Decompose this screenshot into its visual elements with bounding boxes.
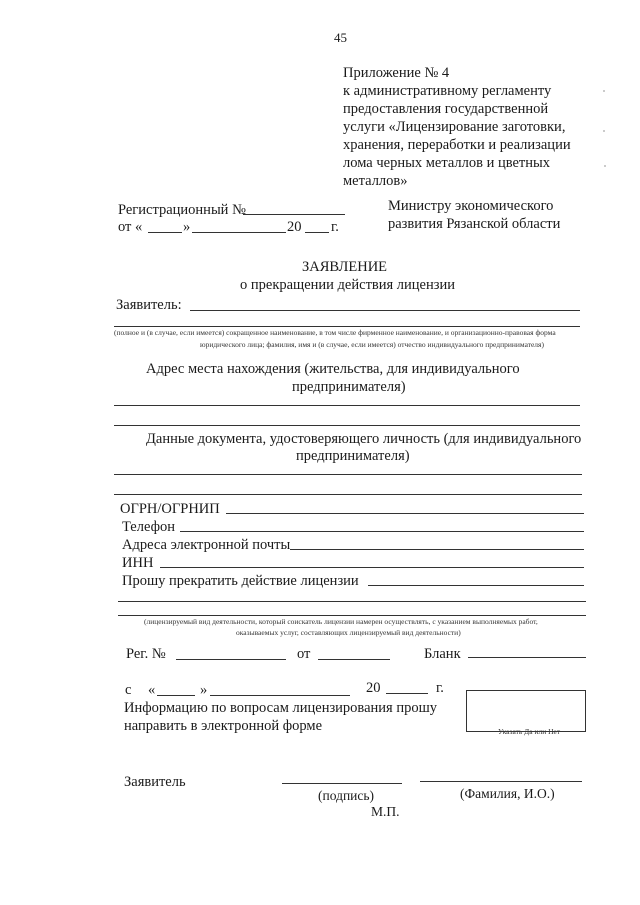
recipient-line-2: развития Рязанской области [388,216,561,232]
electronic-form-answer-box[interactable] [466,690,586,732]
identity-label-1: Данные документа, удостоверяющего личность (для индивидуального [146,431,582,447]
identity-field-1[interactable] [114,474,582,475]
annex-line: металлов» [343,173,408,189]
applicant-label: Заявитель: [116,297,182,313]
full-name-field[interactable] [420,781,582,782]
since-c-label: с [125,682,132,698]
registration-year-prefix: 20 [287,219,302,235]
email-field[interactable] [290,549,584,550]
phone-label: Телефон [122,519,175,535]
activity-note-1: (лицензируемый вид деятельности, который соискатель лицензии намерен осуществлять, с указанием выполняемых работ, [144,617,538,626]
license-from-label: от [297,646,311,662]
ogrn-field[interactable] [226,513,584,514]
registration-date-label: от « [118,219,143,235]
address-label-1: Адрес места нахождения (жительства, для индивидуального [146,361,520,377]
annex-line: к административному регламенту [343,83,552,99]
applicant-field-continued[interactable] [114,326,580,327]
terminate-field[interactable] [368,585,584,586]
license-blank-label: Бланк [424,646,461,662]
registration-quote-close: » [183,219,191,235]
identity-field-2[interactable] [114,494,582,495]
annex-line: услуги «Лицензирование заготовки, [343,119,566,135]
license-reg-label: Рег. № [126,646,166,662]
signature-applicant-label: Заявитель [124,774,186,790]
phone-field[interactable] [180,531,584,532]
terminate-field-3[interactable] [118,615,586,616]
answer-box-caption: Указать Да или Нет [498,727,561,736]
document-title: ЗАЯВЛЕНИЕ [302,259,388,275]
since-open-quote: « [148,682,156,698]
applicant-note-2: юридического лица; фамилия, имя и (в случае, если имеется) отчество индивидуального предпринимателя) [200,340,544,349]
ogrn-label: ОГРН/ОГРНИП [120,501,220,517]
address-label-2: предпринимателя) [292,379,406,395]
activity-note-2: оказываемых услуг, составляющих лицензируемый вид деятельности) [236,628,461,637]
annex-line: хранения, переработки и реализации [343,137,571,153]
annex-line: предоставления государственной [343,101,549,117]
document-subtitle: о прекращении действия лицензии [240,277,456,293]
registration-month-field[interactable] [192,232,286,233]
info-request-line-1: Информацию по вопросам лицензирования прошу [124,700,438,716]
license-blank-field[interactable] [468,657,586,658]
annex-line: Приложение № 4 [343,65,450,81]
registration-number-label: Регистрационный № [118,202,246,218]
annex-line: лома черных металлов и цветных [343,155,551,171]
applicant-note-1: (полное и (в случае, если имеется) сокращенное наименование, в том числе фирменное наименование, и организационно-правовая форма [114,328,556,337]
license-reg-field[interactable] [176,659,286,660]
registration-year-suffix: г. [331,219,339,235]
since-month-field[interactable] [210,695,350,696]
recipient-line-1: Министру экономического [388,198,554,214]
address-field-2[interactable] [114,425,580,426]
registration-year-field[interactable] [305,232,329,233]
page-number: 45 [334,30,347,45]
email-label: Адреса электронной почты [122,537,291,553]
scan-speck [603,130,605,132]
registration-day-field[interactable] [148,232,182,233]
registration-number-field[interactable] [243,214,345,215]
address-field-1[interactable] [114,405,580,406]
since-year-suffix: г. [436,680,444,696]
terminate-field-2[interactable] [118,601,586,602]
since-close-quote: » [200,682,208,698]
signature-caption: (подпись) [318,788,375,803]
identity-label-2: предпринимателя) [296,448,410,464]
since-year-field[interactable] [386,693,428,694]
scan-speck [604,165,606,167]
since-year-prefix: 20 [366,680,381,696]
scan-speck [603,90,605,92]
signature-field[interactable] [282,783,402,784]
since-day-field[interactable] [157,695,195,696]
info-request-line-2: направить в электронной форме [124,718,323,734]
terminate-label: Прошу прекратить действие лицензии [122,573,359,589]
full-name-caption: (Фамилия, И.О.) [460,786,555,801]
applicant-field[interactable] [190,310,580,311]
annex-block [343,64,578,190]
inn-field[interactable] [160,567,584,568]
license-date-field[interactable] [318,659,390,660]
inn-label: ИНН [122,555,154,571]
stamp-place-label: М.П. [371,804,400,819]
